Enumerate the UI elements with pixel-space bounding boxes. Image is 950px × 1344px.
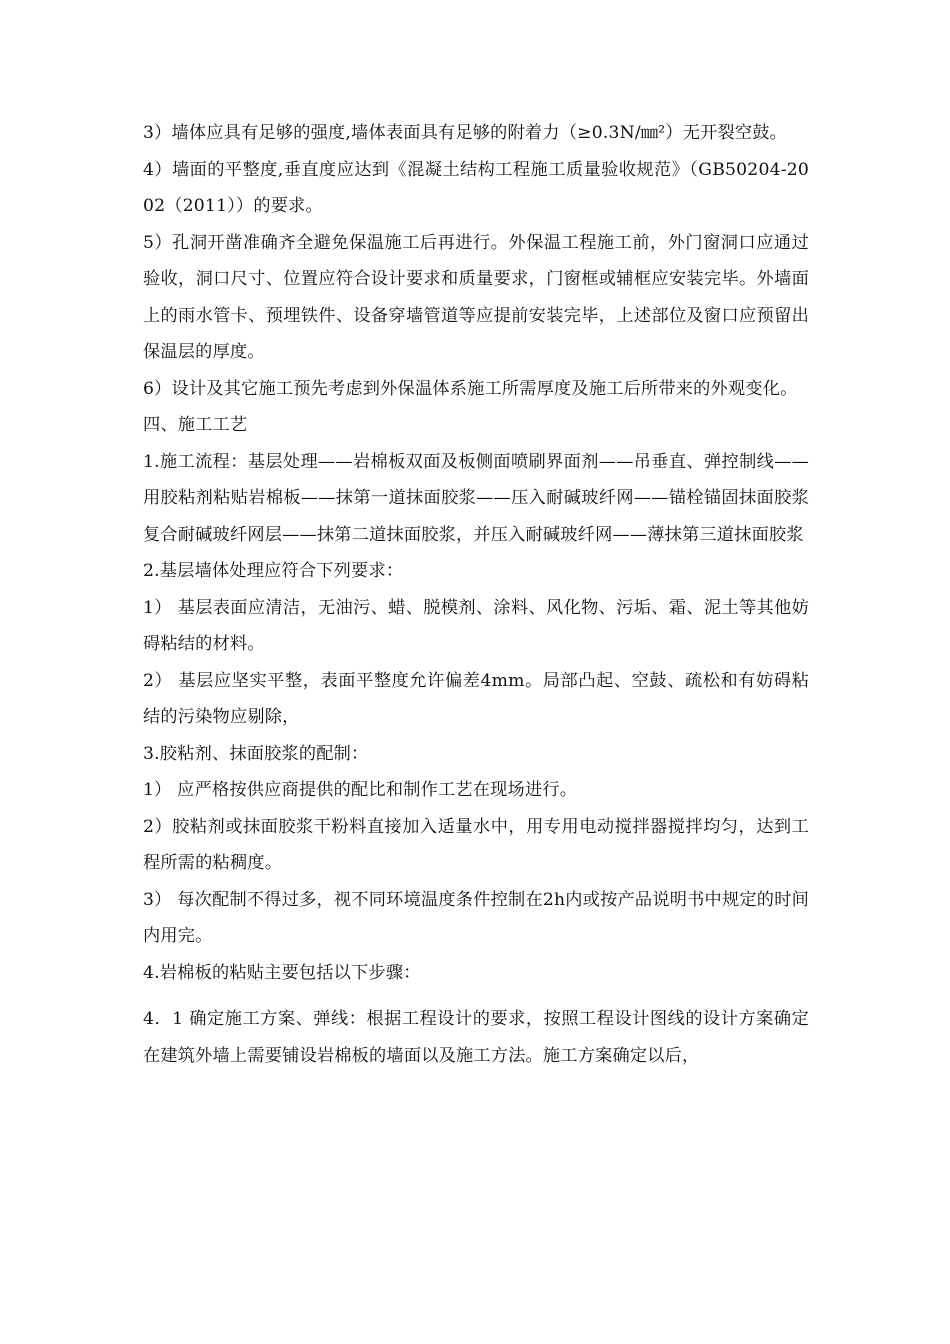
paragraph-plan-and-lines: 4．1 确定施工方案、弹线：根据工程设计的要求，按照工程设计图线的设计方案确定在建筑外墙上需要铺设岩棉板的墙面以及施工方法。施工方案确定以后， — [143, 1009, 809, 1066]
paragraph-mixing-method: 2）胶粘剂或抹面胶浆干粉料直接加入适量水中，用专用电动搅拌器搅拌均匀，达到工程所需的粘稠度。 — [143, 816, 809, 873]
paragraph-mixing-ratio: 1） 应严格按供应商提供的配比和制作工艺在现场进行。 — [143, 780, 578, 800]
paragraph-wall-strength: 3）墙体应具有足够的强度,墙体表面具有足够的附着力（≥0.3N/㎜²）无开裂空鼓。 — [143, 123, 788, 143]
paragraph-mixing-time: 3） 每次配制不得过多，视不同环境温度条件控制在2h内或按产品说明书中规定的时间内用完。 — [143, 889, 809, 946]
section-heading-construction-process: 四、施工工艺 — [143, 415, 248, 435]
paragraph-wall-flatness: 4）墙面的平整度,垂直度应达到《混凝土结构工程施工质量验收规范》（GB50204-2002（2011））的要求。 — [143, 159, 809, 216]
document-body — [143, 115, 809, 1074]
paragraph-board-steps: 4.岩棉板的粘贴主要包括以下步骤： — [143, 962, 421, 983]
paragraph-construction-flow: 1.施工流程：基层处理——岩棉板双面及板侧面喷刷界面剂——吊垂直、弹控制线——用胶粘剂粘贴岩棉板——抹第一道抹面胶浆——压入耐碱玻纤网——锚栓锚固抹面胶浆复合耐碱玻纤网层——抹第二道抹面胶浆，并压入耐碱玻纤网——薄抹第三道抹面胶浆 — [143, 451, 809, 545]
paragraph-base-wall-requirements: 2.基层墙体处理应符合下列要求： — [143, 561, 404, 581]
paragraph-design-thickness: 6）设计及其它施工预先考虑到外保温体系施工所需厚度及施工后所带来的外观变化。 — [143, 378, 798, 399]
paragraph-base-flat: 2） 基层应坚实平整，表面平整度允许偏差4mm。局部凸起、空鼓、疏松和有妨碍粘结的污染物应剔除， — [143, 670, 809, 727]
paragraph-mixing-heading: 3.胶粘剂、抹面胶浆的配制： — [143, 743, 369, 764]
paragraph-base-clean: 1） 基层表面应清洁，无油污、蜡、脱模剂、涂料、风化物、污垢、霜、泥土等其他妨碍粘结的材料。 — [143, 597, 809, 654]
paragraph-openings: 5）孔洞开凿准确齐全避免保温施工后再进行。外保温工程施工前，外门窗洞口应通过验收，洞口尺寸、位置应符合设计要求和质量要求，门窗框或辅框应安装完毕。外墙面上的雨水管卡、预埋铁件、设备穿墙管道等应提前安装完毕，上述部位及窗口应预留出保温层的厚度。 — [143, 232, 809, 362]
